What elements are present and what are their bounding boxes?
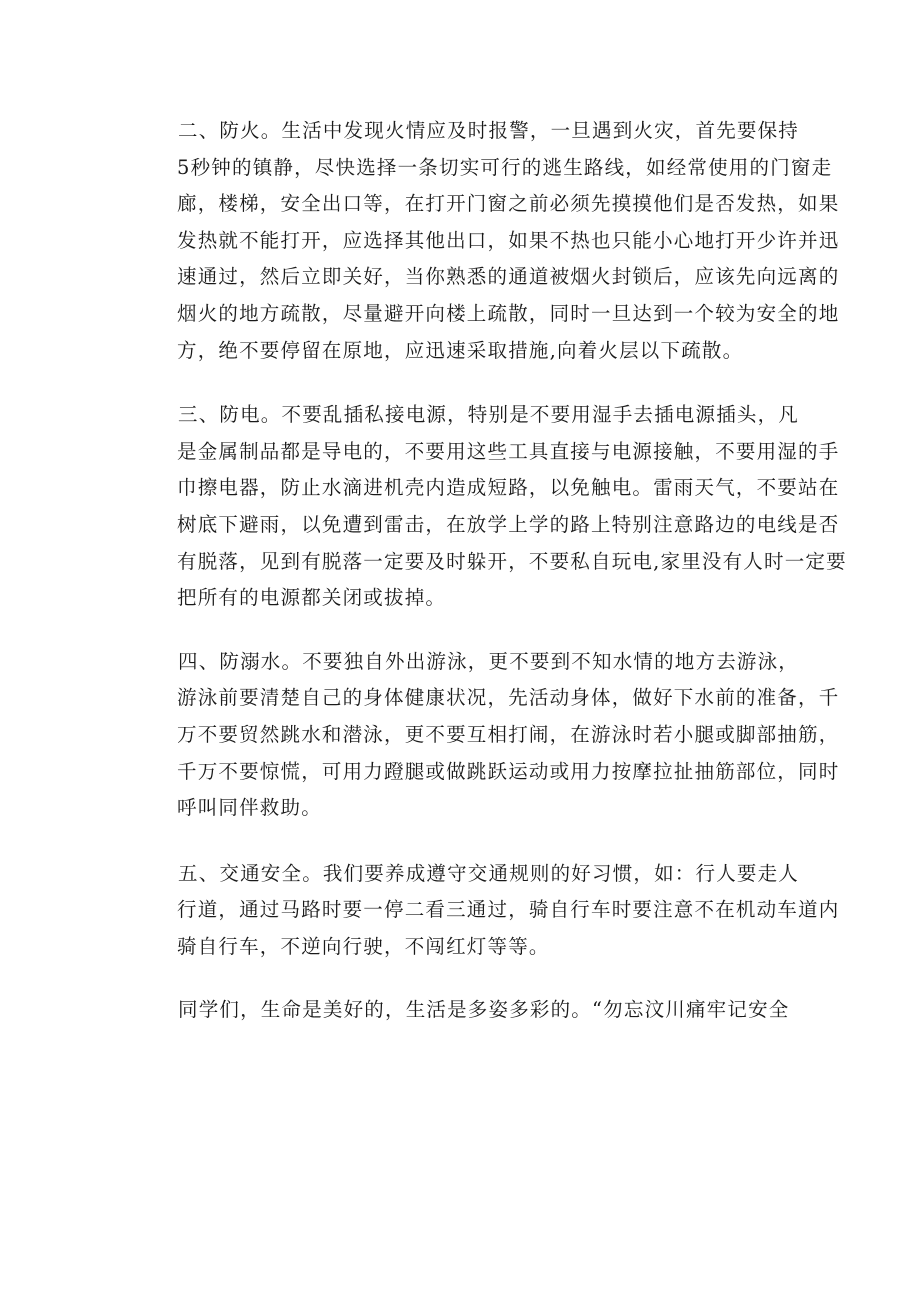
paragraph-traffic-safety bbox=[138, 856, 840, 966]
text-line: 骑自行车，不逆向行驶，不闯红灯等等。 bbox=[177, 934, 550, 958]
text-line: 廊，楼梯，安全出口等，在打开门窗之前必须先摸摸他们是否发热，如果 bbox=[177, 192, 840, 216]
text-line: 树底下避雨，以免遭到雷击，在放学上学的路上特别注意路边的电线是否 bbox=[177, 512, 840, 536]
paragraph-fire-safety bbox=[138, 113, 840, 369]
text-line: 二、防火。生活中发现火情应及时报警，一旦遇到火灾，首先要保持 bbox=[178, 119, 800, 142]
text-line: 游泳前要清楚自己的身体健康状况，先活动身体，做好下水前的准备，千 bbox=[177, 686, 840, 710]
text-line: 五、交通安全。我们要养成遵守交通规则的好习惯，如：行人要走人 bbox=[178, 861, 800, 885]
text-line: 三、防电。不要乱插私接电源，特别是不要用湿手去插电源插头，凡 bbox=[178, 403, 800, 427]
text-line: 四、防溺水。不要独自外出游泳，更不要到不知水情的地方去游泳， bbox=[178, 649, 800, 673]
text-line: 巾擦电器，防止水滴进机壳内造成短路，以免触电。雷雨天气，不要站在 bbox=[177, 476, 840, 500]
paragraph-electrical-safety bbox=[138, 397, 847, 617]
text-line: 5秒钟的镇静，尽快选择一条切实可行的逃生路线，如经常使用的门窗走 bbox=[177, 155, 833, 179]
text-line: 行道，通过马路时要一停二看三通过，骑自行车时要注意不在机动车道内 bbox=[177, 898, 840, 922]
text-line: 烟火的地方疏散，尽量避开向楼上疏散，同时一旦达到一个较为安全的地 bbox=[177, 301, 840, 325]
text-line: 发热就不能打开，应选择其他出口，如果不热也只能小心地打开少许并迅 bbox=[177, 228, 840, 252]
text-line: 有脱落，见到有脱落一定要及时躲开，不要私自玩电,家里没有人时一定要 bbox=[177, 549, 847, 573]
text-line: 同学们，生命是美好的，生活是多姿多彩的。“勿忘汶川痛牢记安全 bbox=[178, 998, 790, 1022]
text-line: 速通过，然后立即关好，当你熟悉的通道被烟火封锁后，应该先向远离的 bbox=[177, 265, 840, 289]
text-line: 万不要贸然跳水和潜泳，更不要互相打闹，在游泳时若小腿或脚部抽筋， bbox=[177, 722, 840, 746]
text-line: 把所有的电源都关闭或拔掉。 bbox=[177, 586, 447, 610]
paragraph-drowning-prevention bbox=[138, 644, 840, 827]
text-line: 呼叫同伴救助。 bbox=[177, 796, 322, 820]
text-line: 方，绝不要停留在原地，应迅速采取措施,向着火层以下疏散。 bbox=[177, 338, 744, 362]
paragraph-closing bbox=[138, 992, 788, 1029]
text-line: 是金属制品都是导电的，不要用这些工具直接与电源接触，不要用湿的手 bbox=[177, 439, 840, 463]
document-body bbox=[138, 113, 847, 1055]
text-line: 千万不要惊慌，可用力蹬腿或做跳跃运动或用力按摩拉扯抽筋部位，同时 bbox=[177, 759, 840, 783]
